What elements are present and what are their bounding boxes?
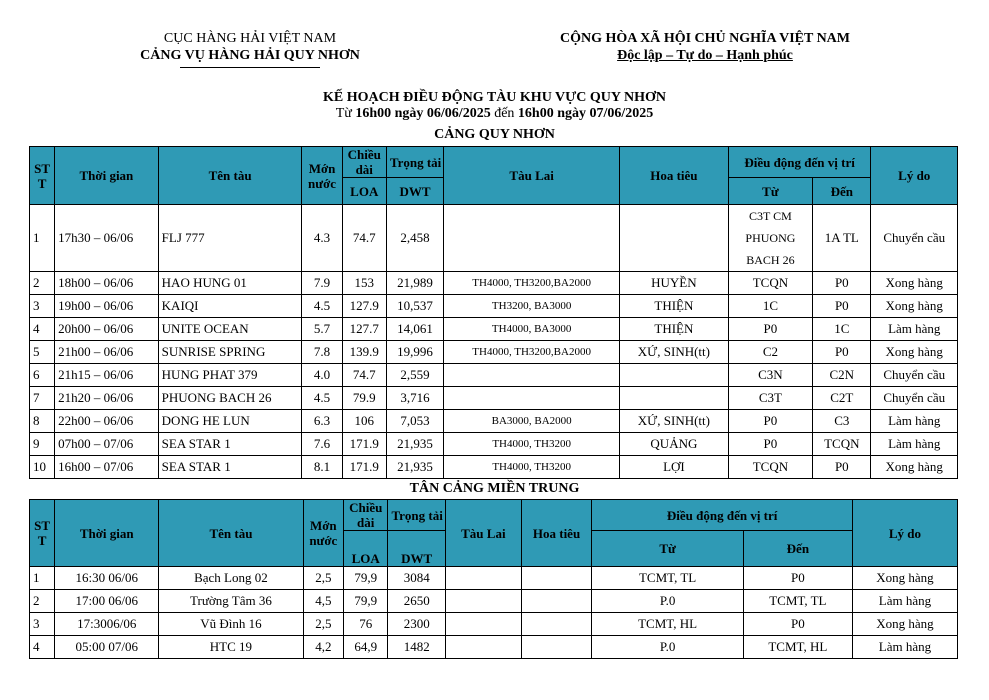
port-authority-name: CẢNG VỤ HÀNG HẢI QUY NHƠN	[140, 48, 360, 63]
cell-dwt: 2,559	[386, 364, 443, 387]
cell-time: 05:00 07/06	[55, 636, 159, 659]
cell-dwt: 2300	[388, 613, 446, 636]
cell-reason: Xong hàng	[871, 295, 958, 318]
cell-to: 1C	[813, 318, 871, 341]
cell-loa: 153	[342, 272, 386, 295]
col2-stt: STT	[30, 500, 55, 567]
document-period	[0, 106, 989, 122]
cell-from: TCMT, TL	[592, 567, 743, 590]
cell-draft: 7.9	[302, 272, 342, 295]
cell-pilot: HUYỀN	[620, 272, 729, 295]
cell-to: 1A TL	[813, 205, 871, 272]
cell-reason: Chuyển cầu	[871, 387, 958, 410]
col2-ship: Tên tàu	[159, 500, 303, 567]
cell-draft: 4,5	[303, 590, 343, 613]
cell-loa: 127.7	[342, 318, 386, 341]
table-row	[30, 272, 958, 295]
cell-reason: Chuyển cầu	[871, 364, 958, 387]
cell-draft: 4,2	[303, 636, 343, 659]
cell-pilot	[620, 205, 729, 272]
table-row	[30, 295, 958, 318]
cell-reason: Làm hàng	[871, 318, 958, 341]
cell-ship: Trường Tâm 36	[159, 590, 303, 613]
cell-dwt: 1482	[388, 636, 446, 659]
period-mid: đến	[490, 106, 518, 121]
cell-ship: HAO HUNG 01	[158, 272, 302, 295]
col-dwt: DWT	[386, 178, 443, 205]
cell-loa: 171.9	[342, 433, 386, 456]
cell-loa: 79,9	[344, 567, 388, 590]
cell-time: 17h30 – 06/06	[55, 205, 159, 272]
cell-stt: 8	[30, 410, 55, 433]
cell-from: P.0	[592, 636, 743, 659]
col-time: Thời gian	[55, 147, 159, 205]
cell-pilot	[521, 567, 592, 590]
table-row	[30, 318, 958, 341]
cell-pilot	[521, 636, 592, 659]
col-pilot: Hoa tiêu	[620, 147, 729, 205]
cell-tug	[444, 364, 620, 387]
cell-time: 16h00 – 07/06	[55, 456, 159, 479]
cell-draft: 2,5	[303, 567, 343, 590]
section2-title: TÂN CẢNG MIỀN TRUNG	[409, 481, 580, 496]
cell-dwt: 2,458	[386, 205, 443, 272]
col-to: Đến	[813, 178, 871, 205]
cell-time: 20h00 – 06/06	[55, 318, 159, 341]
cell-dwt: 3084	[388, 567, 446, 590]
cell-draft: 4.5	[302, 387, 342, 410]
cell-pilot	[620, 364, 729, 387]
cell-to: C2T	[813, 387, 871, 410]
col-loa: LOA	[342, 178, 386, 205]
col2-time: Thời gian	[55, 500, 159, 567]
cell-to: P0	[813, 341, 871, 364]
table-row	[30, 387, 958, 410]
cell-loa: 79.9	[342, 387, 386, 410]
cell-tug	[445, 567, 521, 590]
cell-from: TCMT, HL	[592, 613, 743, 636]
cell-ship: SUNRISE SPRING	[158, 341, 302, 364]
col-ship: Tên tàu	[158, 147, 302, 205]
col2-loa: LOA	[344, 531, 388, 567]
cell-loa: 76	[344, 613, 388, 636]
cell-dwt: 19,996	[386, 341, 443, 364]
cell-pilot: XỨ, SINH(tt)	[620, 410, 729, 433]
cell-stt: 6	[30, 364, 55, 387]
cell-draft: 7.8	[302, 341, 342, 364]
cell-stt: 3	[30, 295, 55, 318]
col2-tug: Tàu Lai	[445, 500, 521, 567]
col2-reason: Lý do	[852, 500, 957, 567]
cell-tug: TH4000, TH3200,BA2000	[444, 341, 620, 364]
cell-stt: 2	[30, 272, 55, 295]
cell-from: P0	[728, 433, 812, 456]
cell-reason: Xong hàng	[852, 613, 957, 636]
col-from: Từ	[728, 178, 812, 205]
cell-loa: 64,9	[344, 636, 388, 659]
cell-pilot	[521, 590, 592, 613]
cell-time: 21h15 – 06/06	[55, 364, 159, 387]
col2-from: Từ	[592, 531, 743, 567]
cell-from: 1C	[728, 295, 812, 318]
table-row	[30, 205, 958, 272]
cell-draft: 4.0	[302, 364, 342, 387]
cell-time: 18h00 – 06/06	[55, 272, 159, 295]
cell-to: P0	[813, 456, 871, 479]
cell-loa: 106	[342, 410, 386, 433]
cell-reason: Xong hàng	[852, 567, 957, 590]
col-move: Điều động đến vị trí	[728, 147, 871, 178]
cell-loa: 171.9	[342, 456, 386, 479]
cell-time: 19h00 – 06/06	[55, 295, 159, 318]
tan-cang-table	[29, 499, 958, 659]
cell-draft: 4.3	[302, 205, 342, 272]
table-row	[30, 341, 958, 364]
cell-dwt: 2650	[388, 590, 446, 613]
cell-stt: 3	[30, 613, 55, 636]
cell-tug	[444, 387, 620, 410]
period-from: 16h00 ngày 06/06/2025	[355, 106, 491, 121]
cell-reason: Làm hàng	[852, 590, 957, 613]
tan-cang-rows	[30, 567, 958, 659]
cell-dwt: 21,935	[386, 456, 443, 479]
cell-pilot: LỢI	[620, 456, 729, 479]
document-title: KẾ HOẠCH ĐIỀU ĐỘNG TÀU KHU VỰC QUY NHƠN	[322, 90, 667, 105]
cell-tug: TH4000, BA3000	[444, 318, 620, 341]
cell-ship: KAIQI	[158, 295, 302, 318]
cell-ship: Bạch Long 02	[159, 567, 303, 590]
cell-pilot	[521, 613, 592, 636]
cell-pilot: QUẢNG	[620, 433, 729, 456]
cell-from: P0	[728, 410, 812, 433]
col2-move: Điều động đến vị trí	[592, 500, 853, 531]
cell-stt: 4	[30, 318, 55, 341]
cell-dwt: 14,061	[386, 318, 443, 341]
table-row	[30, 364, 958, 387]
national-motto: Độc lập – Tự do – Hạnh phúc	[617, 48, 793, 63]
cell-pilot	[620, 387, 729, 410]
cell-reason: Làm hàng	[852, 636, 957, 659]
cell-ship: Vũ Đình 16	[159, 613, 303, 636]
col-length: Chiều dài	[342, 147, 386, 178]
cell-dwt: 7,053	[386, 410, 443, 433]
cell-draft: 6.3	[302, 410, 342, 433]
table-row	[30, 456, 958, 479]
cell-loa: 127.9	[342, 295, 386, 318]
col2-tonnage: Trọng tải	[388, 500, 446, 531]
period-to: 16h00 ngày 07/06/2025	[517, 106, 654, 121]
cell-from: C3T CM PHUONG BACH 26	[728, 205, 812, 272]
cell-tug	[444, 205, 620, 272]
cell-ship: SEA STAR 1	[158, 456, 302, 479]
cell-stt: 1	[30, 205, 55, 272]
col-draft: Mớn nước	[302, 147, 342, 205]
cell-dwt: 3,716	[386, 387, 443, 410]
table-row	[30, 410, 958, 433]
col2-pilot: Hoa tiêu	[521, 500, 592, 567]
cell-stt: 9	[30, 433, 55, 456]
period-prefix: Từ	[335, 106, 356, 121]
cell-to: P0	[813, 272, 871, 295]
cell-from: P.0	[592, 590, 743, 613]
cell-to: P0	[743, 567, 852, 590]
table-row	[30, 590, 958, 613]
cell-stt: 7	[30, 387, 55, 410]
cell-to: C2N	[813, 364, 871, 387]
cell-pilot: THIỆN	[620, 295, 729, 318]
cell-loa: 139.9	[342, 341, 386, 364]
col2-length: Chiều dài	[344, 500, 388, 531]
cell-dwt: 21,989	[386, 272, 443, 295]
cell-time: 16:30 06/06	[55, 567, 159, 590]
section1-title: CẢNG QUY NHƠN	[434, 127, 555, 142]
cell-stt: 2	[30, 590, 55, 613]
national-header	[535, 30, 875, 64]
cell-from: TCQN	[728, 456, 812, 479]
cell-tug: TH4000, TH3200	[444, 456, 620, 479]
cell-draft: 5.7	[302, 318, 342, 341]
cell-pilot: THIỆN	[620, 318, 729, 341]
cell-to: P0	[743, 613, 852, 636]
cell-ship: HUNG PHAT 379	[158, 364, 302, 387]
cell-draft: 4.5	[302, 295, 342, 318]
quy-nhon-rows	[30, 205, 958, 479]
cell-ship: FLJ 777	[158, 205, 302, 272]
cell-stt: 10	[30, 456, 55, 479]
cell-reason: Làm hàng	[871, 433, 958, 456]
cell-pilot: XỨ, SINH(tt)	[620, 341, 729, 364]
table-row	[30, 636, 958, 659]
cell-reason: Xong hàng	[871, 456, 958, 479]
cell-from: TCQN	[728, 272, 812, 295]
cell-from: C3T	[728, 387, 812, 410]
national-title: CỘNG HÒA XÃ HỘI CHỦ NGHĨA VIỆT NAM	[559, 31, 850, 46]
cell-draft: 8.1	[302, 456, 342, 479]
cell-time: 22h00 – 06/06	[55, 410, 159, 433]
cell-tug: BA3000, BA2000	[444, 410, 620, 433]
agency-name: CỤC HÀNG HẢI VIỆT NAM	[163, 31, 337, 46]
cell-to: TCQN	[813, 433, 871, 456]
cell-stt: 4	[30, 636, 55, 659]
col2-dwt: DWT	[388, 531, 446, 567]
cell-to: C3	[813, 410, 871, 433]
cell-reason: Chuyển cầu	[871, 205, 958, 272]
cell-to: TCMT, TL	[743, 590, 852, 613]
cell-reason: Xong hàng	[871, 341, 958, 364]
header-underline	[180, 67, 320, 68]
cell-loa: 74.7	[342, 205, 386, 272]
cell-ship: UNITE OCEAN	[158, 318, 302, 341]
col2-to: Đến	[743, 531, 852, 567]
table-row	[30, 613, 958, 636]
cell-tug	[445, 636, 521, 659]
table-row	[30, 567, 958, 590]
cell-from: C3N	[728, 364, 812, 387]
cell-tug	[445, 590, 521, 613]
cell-tug	[445, 613, 521, 636]
cell-ship: DONG HE LUN	[158, 410, 302, 433]
cell-time: 17:3006/06	[55, 613, 159, 636]
cell-time: 17:00 06/06	[55, 590, 159, 613]
cell-tug: TH3200, BA3000	[444, 295, 620, 318]
cell-loa: 74.7	[342, 364, 386, 387]
cell-stt: 5	[30, 341, 55, 364]
col-tonnage: Trọng tải	[386, 147, 443, 178]
cell-draft: 2,5	[303, 613, 343, 636]
cell-draft: 7.6	[302, 433, 342, 456]
cell-from: C2	[728, 341, 812, 364]
col-stt: STT	[30, 147, 55, 205]
cell-reason: Làm hàng	[871, 410, 958, 433]
cell-reason: Xong hàng	[871, 272, 958, 295]
cell-stt: 1	[30, 567, 55, 590]
cell-tug: TH4000, TH3200,BA2000	[444, 272, 620, 295]
cell-ship: HTC 19	[159, 636, 303, 659]
cell-to: P0	[813, 295, 871, 318]
cell-loa: 79,9	[344, 590, 388, 613]
table-row	[30, 433, 958, 456]
cell-ship: SEA STAR 1	[158, 433, 302, 456]
cell-time: 07h00 – 07/06	[55, 433, 159, 456]
cell-time: 21h00 – 06/06	[55, 341, 159, 364]
cell-tug: TH4000, TH3200	[444, 433, 620, 456]
cell-to: TCMT, HL	[743, 636, 852, 659]
cell-dwt: 21,935	[386, 433, 443, 456]
quy-nhon-port-table	[29, 146, 958, 479]
cell-from: P0	[728, 318, 812, 341]
cell-ship: PHUONG BACH 26	[158, 387, 302, 410]
col-reason: Lý do	[871, 147, 958, 205]
agency-header	[115, 30, 385, 68]
cell-time: 21h20 – 06/06	[55, 387, 159, 410]
col2-draft: Mớn nước	[303, 500, 343, 567]
cell-dwt: 10,537	[386, 295, 443, 318]
col-tug: Tàu Lai	[444, 147, 620, 205]
